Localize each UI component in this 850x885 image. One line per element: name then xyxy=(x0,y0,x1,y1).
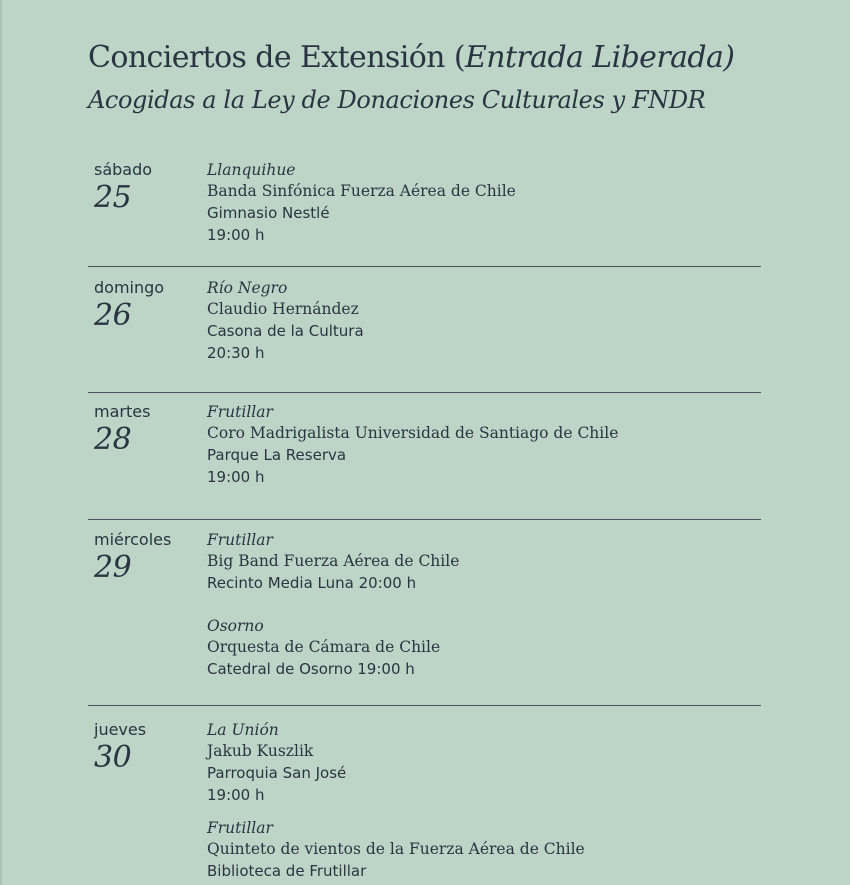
event-item xyxy=(207,616,767,680)
title-italic: Entrada Liberada) xyxy=(464,40,735,75)
event-venue: Gimnasio Nestlé xyxy=(207,204,330,222)
event-location: Frutillar xyxy=(207,819,273,837)
event-list xyxy=(207,160,767,246)
weekday-label: domingo xyxy=(94,278,165,297)
event-list xyxy=(207,720,767,882)
event-item xyxy=(207,530,767,594)
entry-divider xyxy=(88,519,761,520)
event-performer: Quinteto de vientos de la Fuerza Aérea de Chile xyxy=(207,840,585,858)
event-venue: Parque La Reserva xyxy=(207,446,347,464)
event-performer: Orquesta de Cámara de Chile xyxy=(207,638,441,656)
entry-divider xyxy=(88,392,761,393)
event-time: 20:30 h xyxy=(207,344,265,362)
event-performer: Coro Madrigalista Universidad de Santiago de Chile xyxy=(207,424,619,442)
event-performer: Banda Sinfónica Fuerza Aérea de Chile xyxy=(207,182,516,200)
event-venue: Casona de la Cultura xyxy=(207,322,364,340)
left-edge-line xyxy=(0,0,2,885)
date-number: 25 xyxy=(94,180,132,215)
event-performer: Big Band Fuerza Aérea de Chile xyxy=(207,552,460,570)
event-venue: Biblioteca de Frutillar xyxy=(207,862,367,880)
event-location: Osorno xyxy=(207,617,264,635)
page-subtitle: Acogidas a la Ley de Donaciones Culturales y FNDR xyxy=(88,86,706,114)
event-location: La Unión xyxy=(207,721,279,739)
event-location: Llanquihue xyxy=(207,161,296,179)
title-main: Conciertos de Extensión ( xyxy=(88,40,465,75)
weekday-label: jueves xyxy=(94,720,147,739)
event-time: 19:00 h xyxy=(207,786,265,804)
event-location: Frutillar xyxy=(207,403,273,421)
event-list xyxy=(207,530,767,680)
event-time: 19:00 h xyxy=(207,226,265,244)
event-location: Frutillar xyxy=(207,531,273,549)
event-time: 19:00 h xyxy=(207,468,265,486)
event-venue: Catedral de Osorno 19:00 h xyxy=(207,660,415,678)
date-number: 29 xyxy=(94,550,132,585)
event-venue: Recinto Media Luna 20:00 h xyxy=(207,574,417,592)
date-number: 30 xyxy=(94,740,132,775)
entry-divider xyxy=(88,705,761,706)
event-list xyxy=(207,402,767,488)
date-number: 26 xyxy=(94,298,132,333)
event-performer: Jakub Kuszlik xyxy=(207,742,314,760)
entry-divider xyxy=(88,266,761,267)
event-item xyxy=(207,402,767,488)
event-location: Río Negro xyxy=(207,279,288,297)
event-item xyxy=(207,818,767,882)
date-number: 28 xyxy=(94,422,132,457)
weekday-label: martes xyxy=(94,402,151,421)
weekday-label: sábado xyxy=(94,160,153,179)
page-title xyxy=(88,40,734,75)
event-list xyxy=(207,278,767,364)
event-item xyxy=(207,278,767,364)
weekday-label: miércoles xyxy=(94,530,172,549)
event-item xyxy=(207,720,767,806)
event-performer: Claudio Hernández xyxy=(207,300,359,318)
event-venue: Parroquia San José xyxy=(207,764,347,782)
event-item xyxy=(207,160,767,246)
